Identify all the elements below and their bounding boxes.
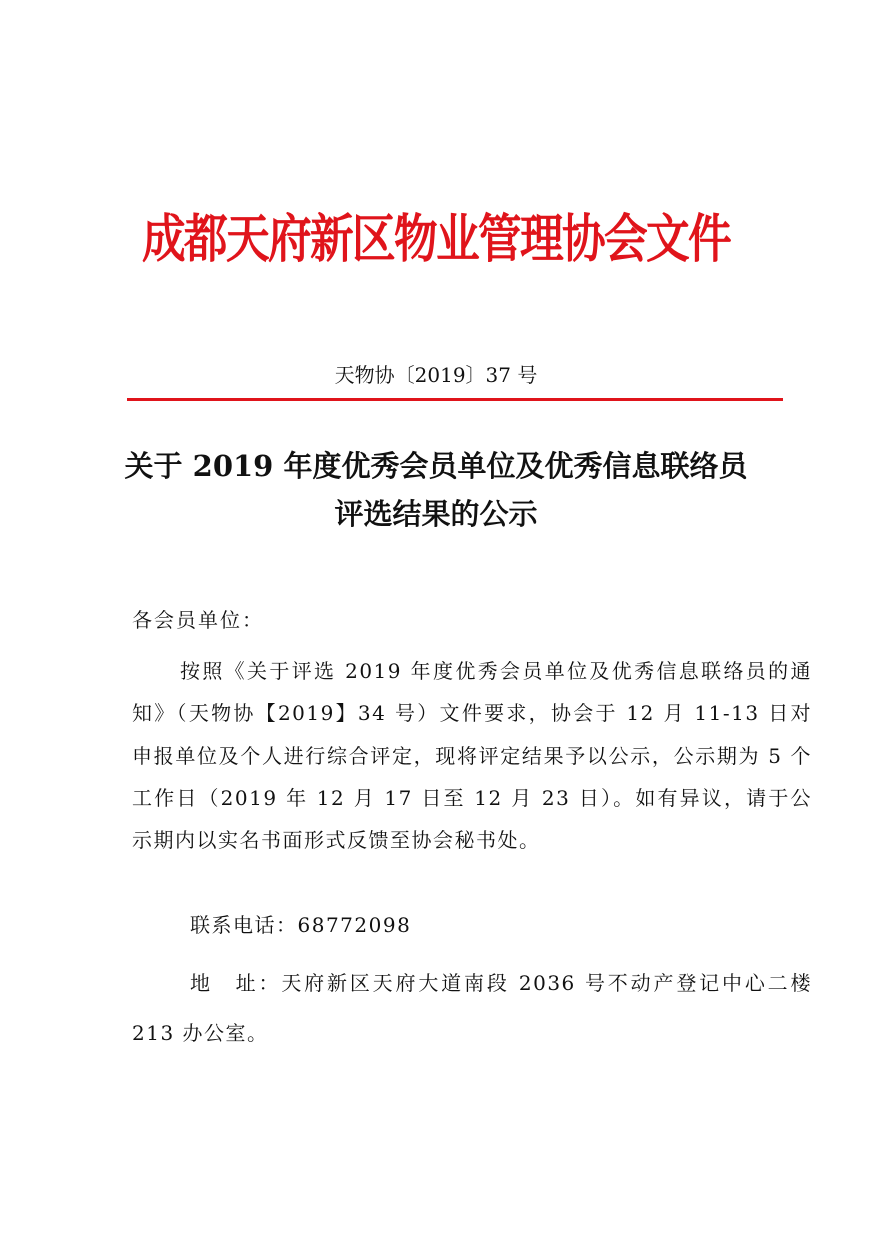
document-number: 天物协〔2019〕37 号 — [334, 363, 538, 387]
contact-phone: 联系电话：68772098 — [190, 913, 412, 937]
notice-title-line-2: 评选结果的公示 — [334, 497, 538, 531]
notice-title-line-1: 关于 2019 年度优秀会员单位及优秀信息联络员 — [124, 449, 748, 483]
header-divider — [127, 398, 783, 401]
body-paragraph: 按照《关于评选 2019 年度优秀会员单位及优秀信息联络员的通知》（天物协【2019】34 号）文件要求，协会于 12 月 11-13 日对申报单位及个人进行综合评定，现将评定结果予以公示，公示期为 5 个工作日（2019 年 12 月 17 日至 12 月 23 日）。如有异议，请于公示期内以实名书面形式反馈至协会秘书处。 — [132, 659, 812, 853]
contact-address: 地 址：天府新区天府大道南段 2036 号不动产登记中心二楼 213 办公室。 — [132, 971, 812, 1045]
document-header-title: 成都天府新区物业管理协会文件 — [141, 210, 730, 270]
salutation: 各会员单位： — [132, 608, 264, 632]
notice-title — [0, 442, 872, 538]
